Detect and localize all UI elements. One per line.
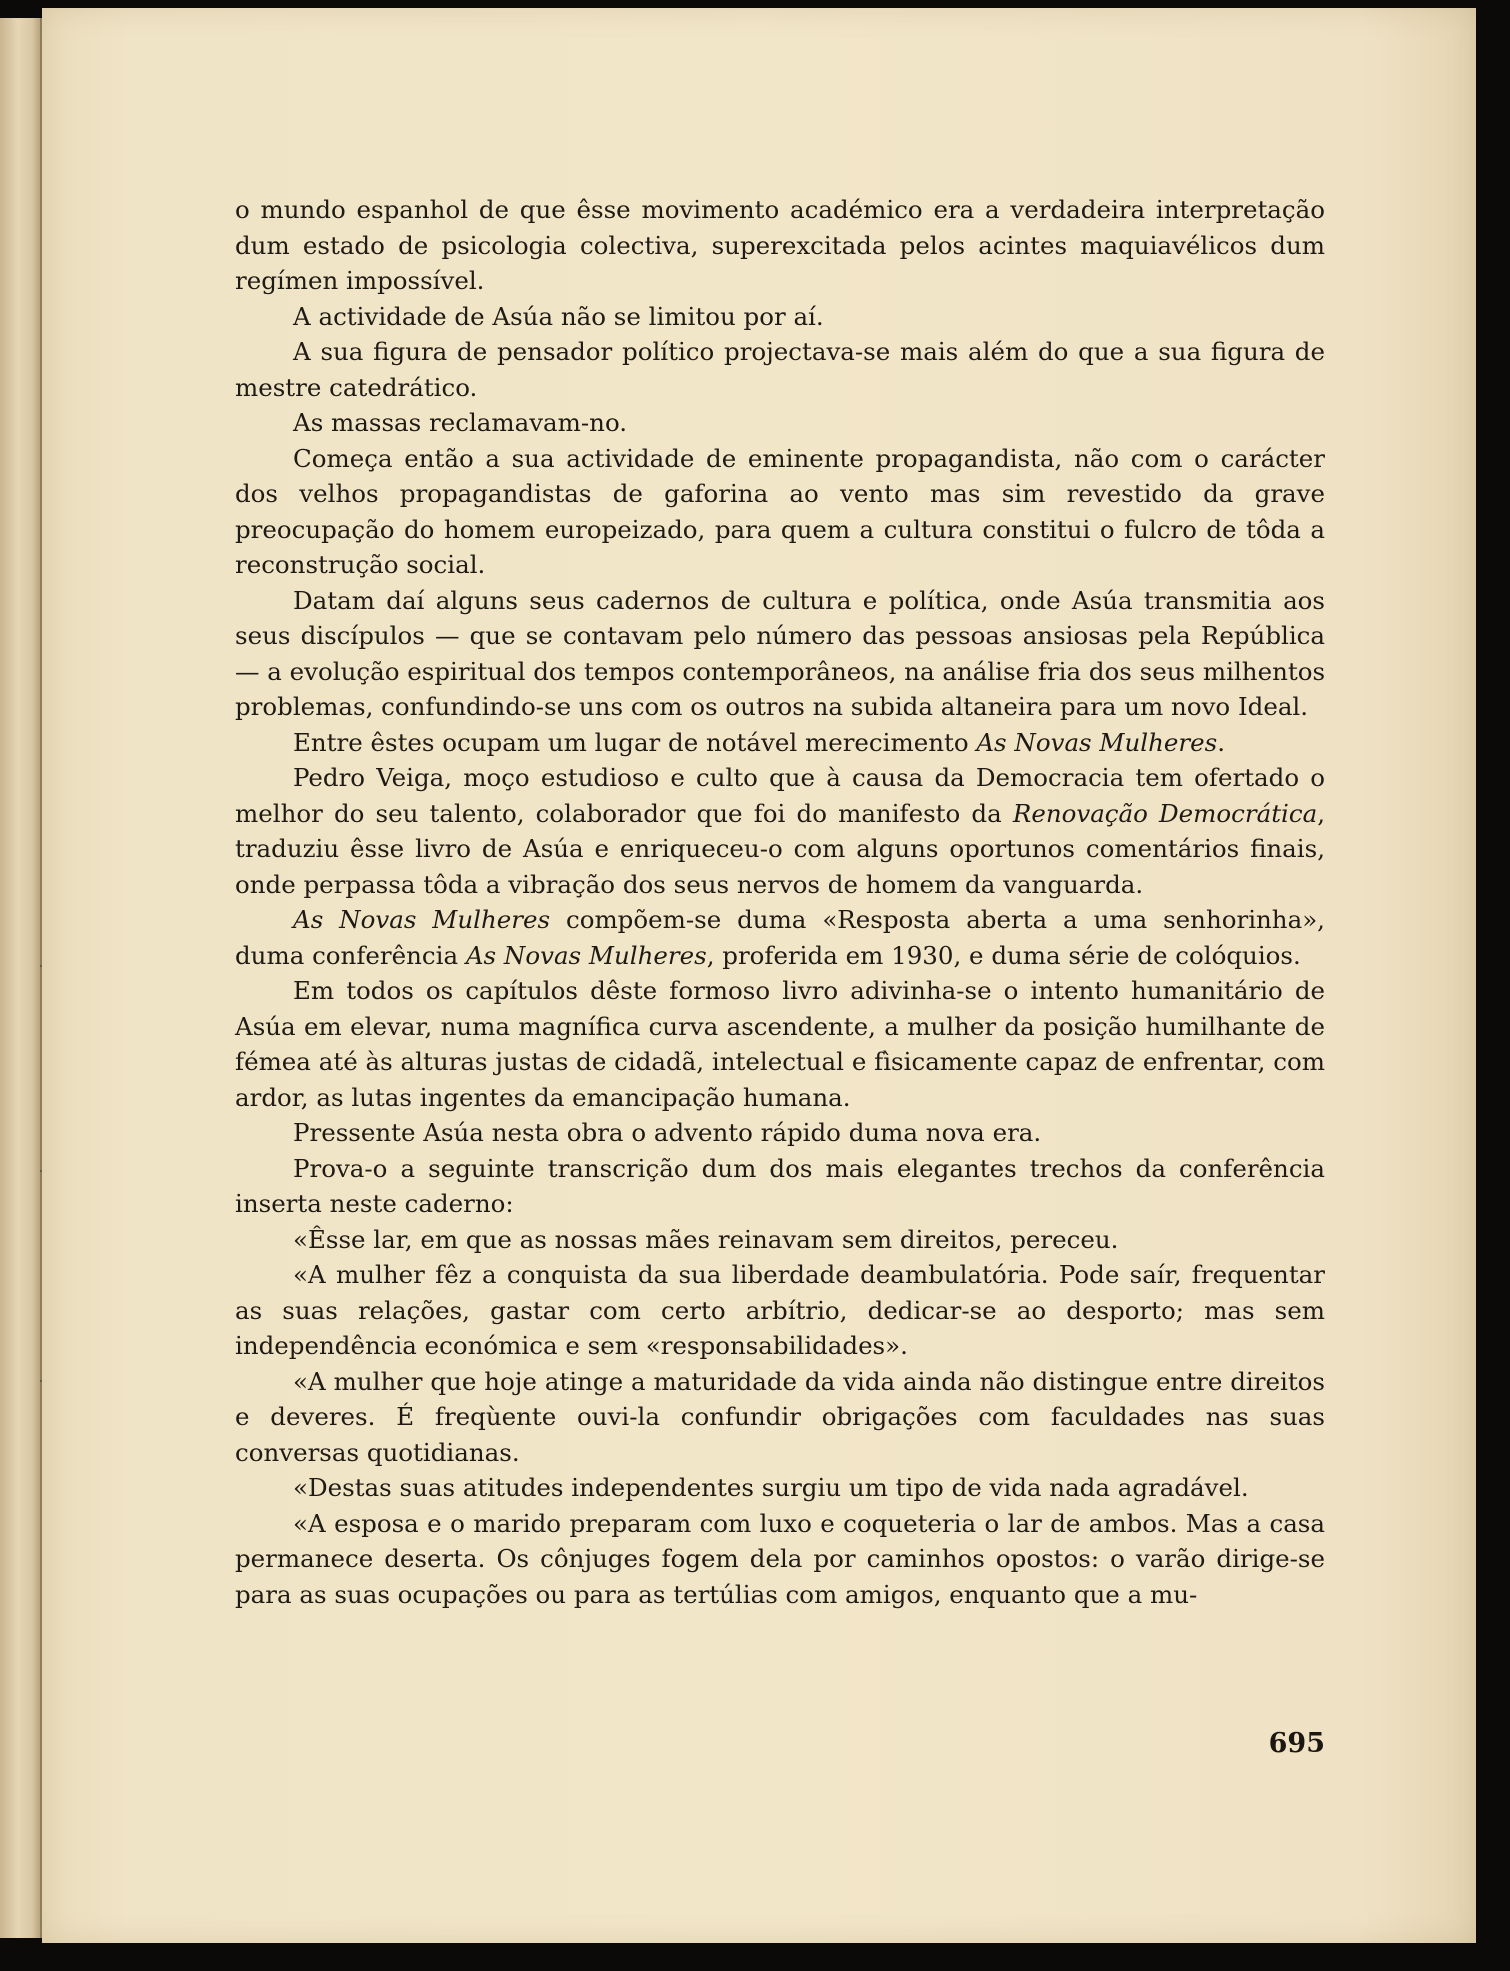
paragraph-text: Entre êstes ocupam um lugar de notável merecimento xyxy=(293,727,977,757)
quote-paragraph: «A mulher fêz a conquista da sua liberdade deambulatória. Pode saír, frequentar as suas relações, gastar com certo arbítrio, dedicar-se ao desporto; mas sem independência económica e sem «responsabilidades». xyxy=(235,1260,1325,1360)
paragraph: Começa então a sua actividade de eminente propagandista, não com o carácter dos velhos propagandistas de gaforina ao vento mas sim revestido da grave preocupação do homem europeizado, para quem a cultura constitui o fulcro de tôda a reconstrução social. xyxy=(235,443,1325,579)
paragraph: o mundo espanhol de que êsse movimento académico era a verdadeira interpretação dum estado de psicologia colectiva, superexcitada pelos acintes maquiavélicos dum regímen impossível. xyxy=(235,195,1325,295)
quote-paragraph: «Destas suas atitudes independentes surgiu um tipo de vida nada agradável. xyxy=(293,1473,1249,1502)
page-number: 695 xyxy=(1268,1728,1325,1759)
book-page xyxy=(42,8,1476,1943)
paragraph-text: , proferida em 1930, e duma série de colóquios. xyxy=(706,940,1301,970)
quote-paragraph: «Êsse lar, em que as nossas mães reinavam sem direitos, pereceu. xyxy=(293,1224,1119,1254)
paragraph: A actividade de Asúa não se limitou por aí. xyxy=(293,301,824,331)
publication-title: Renovação Democrática xyxy=(1012,798,1318,828)
paragraph: Pressente Asúa nesta obra o advento rápido duma nova era. xyxy=(293,1118,1042,1147)
paragraph: Em todos os capítulos dêste formoso livro adivinha-se o intento humanitário de Asúa em elevar, numa magnífica curva ascendente, a mulher da posição humilhante de fémea até às alturas justas de cidadã, intelectual e fìsicamente capaz de enfrentar, com ardor, as lutas ingentes da emancipação humana. xyxy=(235,976,1325,1112)
paragraph: As massas reclamavam-no. xyxy=(293,408,628,437)
conference-title: As Novas Mulheres xyxy=(465,940,707,970)
book-title: As Novas Mulheres xyxy=(976,727,1218,757)
book-title: As Novas Mulheres xyxy=(293,905,551,934)
paragraph xyxy=(235,760,1325,902)
paragraph xyxy=(235,725,1325,761)
paragraph-text: , traduziu êsse livro de Asúa e enriqueceu-o com alguns oportunos comentários finais, onde perpassa tôda a vibração dos seus nervos de homem da vanguarda. xyxy=(235,798,1325,899)
quote-paragraph: «A mulher que hoje atinge a maturidade da vida ainda não distingue entre direitos e deveres. É freqùente ouvi-la confundir obrigações com faculdades nas suas conversas quotidianas. xyxy=(235,1366,1325,1467)
body-text xyxy=(235,192,1325,1612)
paragraph: A sua figura de pensador político projectava-se mais além do que a sua figura de mestre catedrático. xyxy=(235,337,1325,402)
paragraph-text: compõem-se duma «Resposta aberta a uma senhorinha», duma conferência xyxy=(235,905,1325,970)
paragraph xyxy=(235,902,1325,973)
paragraph: Datam daí alguns seus cadernos de cultura e política, onde Asúa transmitia aos seus discípulos — que se contavam pelo número das pessoas ansiosas pela República — a evolução espiritual dos tempos contemporâneos, na análise fria dos seus milhentos problemas, confundindo-se uns com os outros na subida altaneira para um novo Ideal. xyxy=(235,585,1326,721)
paragraph: Prova-o a seguinte transcrição dum dos mais elegantes trechos da conferência inserta neste caderno: xyxy=(235,1153,1325,1218)
paragraph-text: Pedro Veiga, moço estudioso e culto que à causa da Democracia tem ofertado o melhor do seu talento, colaborador que foi do manifesto da xyxy=(235,763,1325,828)
paragraph-text: . xyxy=(1217,727,1225,757)
quote-paragraph: «A esposa e o marido preparam com luxo e coqueteria o lar de ambos. Mas a casa permanece deserta. Os cônjuges fogem dela por caminhos opostos: o varão dirige-se para as suas ocupações ou para as tertúlias com amigos, enquanto que a mu- xyxy=(235,1508,1325,1609)
book-spine xyxy=(0,18,42,1938)
